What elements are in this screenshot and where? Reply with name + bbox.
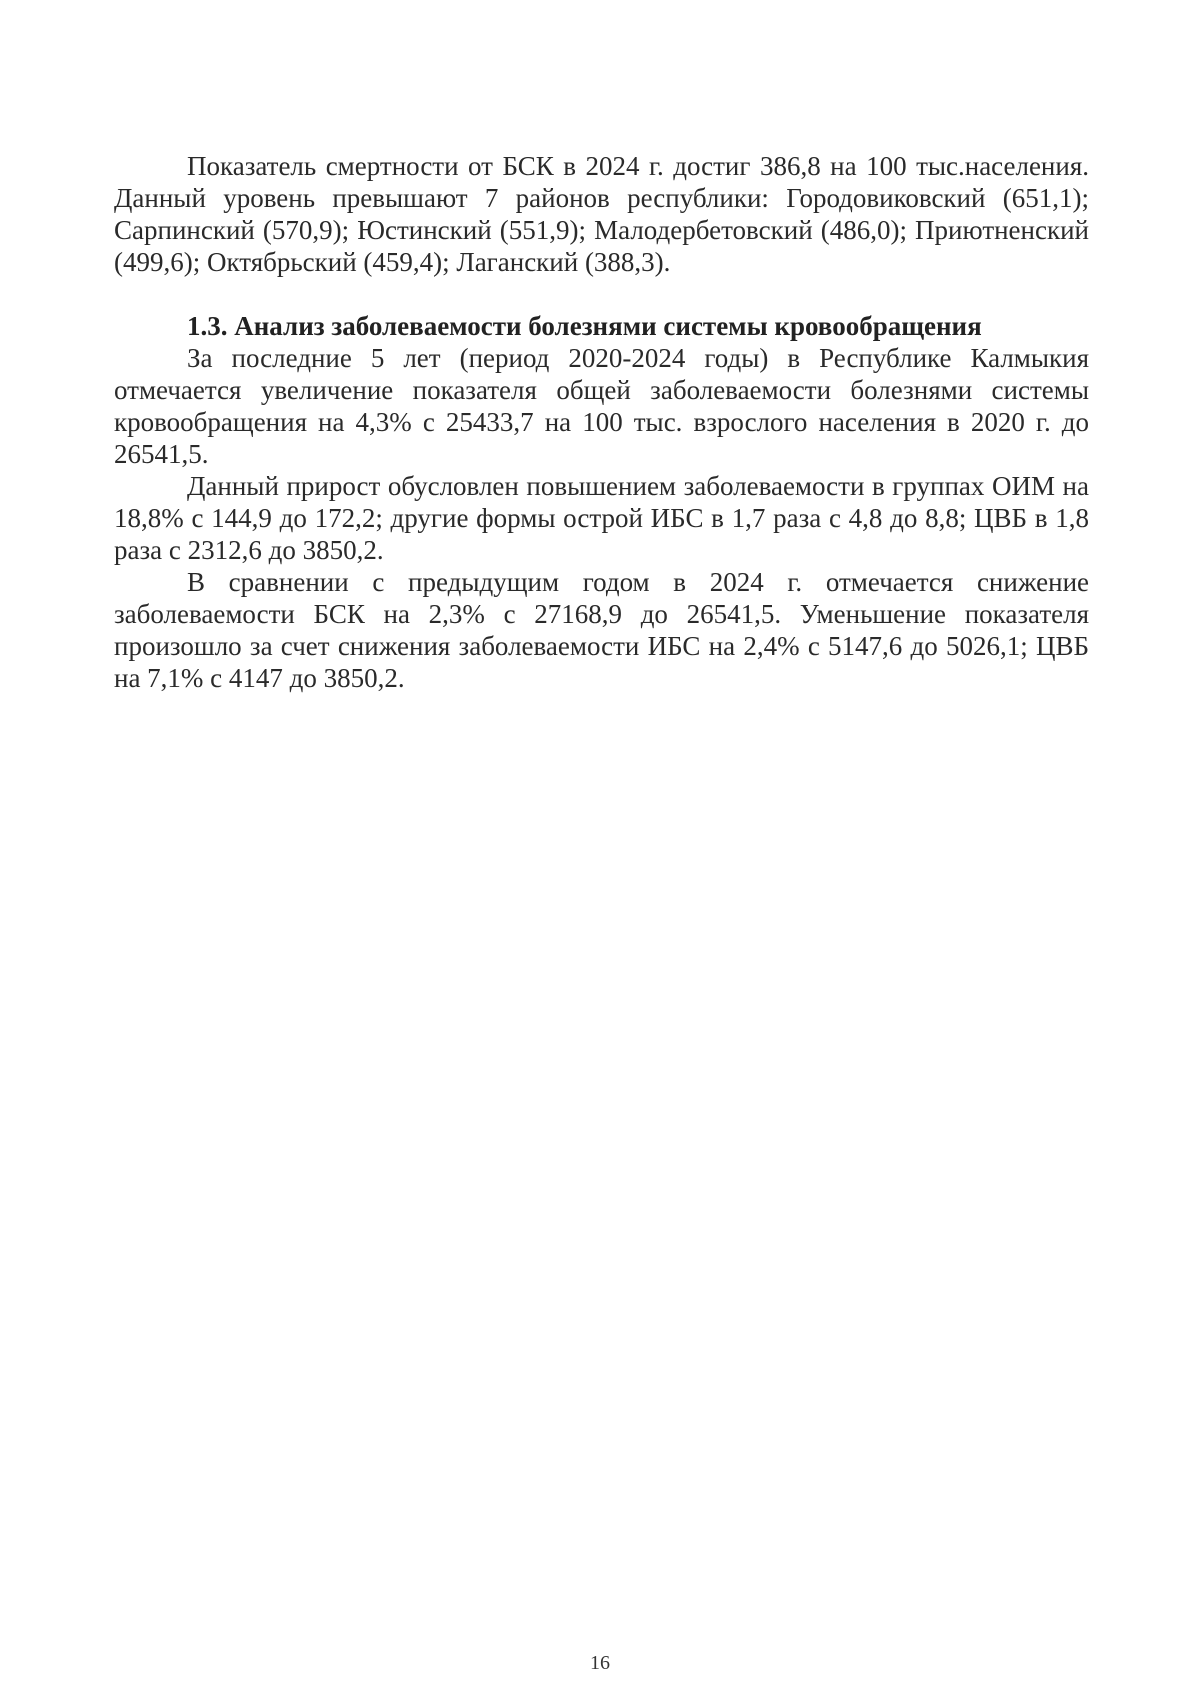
paragraph-growth-causes: Данный прирост обусловлен повышением заболеваемости в группах ОИМ на 18,8% с 144,9 до 172,2; другие формы острой ИБС в 1,7 раза с 4,8 до 8,8; ЦВБ в 1,8 раза с 2312,6 до 3850,2. [114, 471, 1089, 565]
document-body [114, 150, 1089, 694]
section-heading: 1.3. Анализ заболеваемости болезнями системы кровообращения [187, 311, 982, 341]
paragraph-year-comparison: В сравнении с предыдущим годом в 2024 г. отмечается снижение заболеваемости БСК на 2,3% с 27168,9 до 26541,5. Уменьшение показателя произошло за счет снижения заболеваемости ИБС на 2,4% с 5147,6 до 5026,1; ЦВБ на 7,1% с 4147 до 3850,2. [114, 567, 1089, 693]
page-number: 16 [590, 1652, 610, 1674]
paragraph-five-year-trend: За последние 5 лет (период 2020-2024 годы) в Республике Калмыкия отмечается увеличение показателя общей заболеваемости болезнями системы кровообращения на 4,3% с 25433,7 на 100 тыс. взрослого населения в 2020 г. до 26541,5. [114, 343, 1089, 469]
paragraph-mortality: Показатель смертности от БСК в 2024 г. достиг 386,8 на 100 тыс.населения. Данный уровень превышают 7 районов республики: Городовиковский (651,1); Сарпинский (570,9); Юстинский (551,9); Малодербетовский (486,0); Приютненский (499,6); Октябрьский (459,4); Лаганский (388,3). [114, 151, 1089, 277]
